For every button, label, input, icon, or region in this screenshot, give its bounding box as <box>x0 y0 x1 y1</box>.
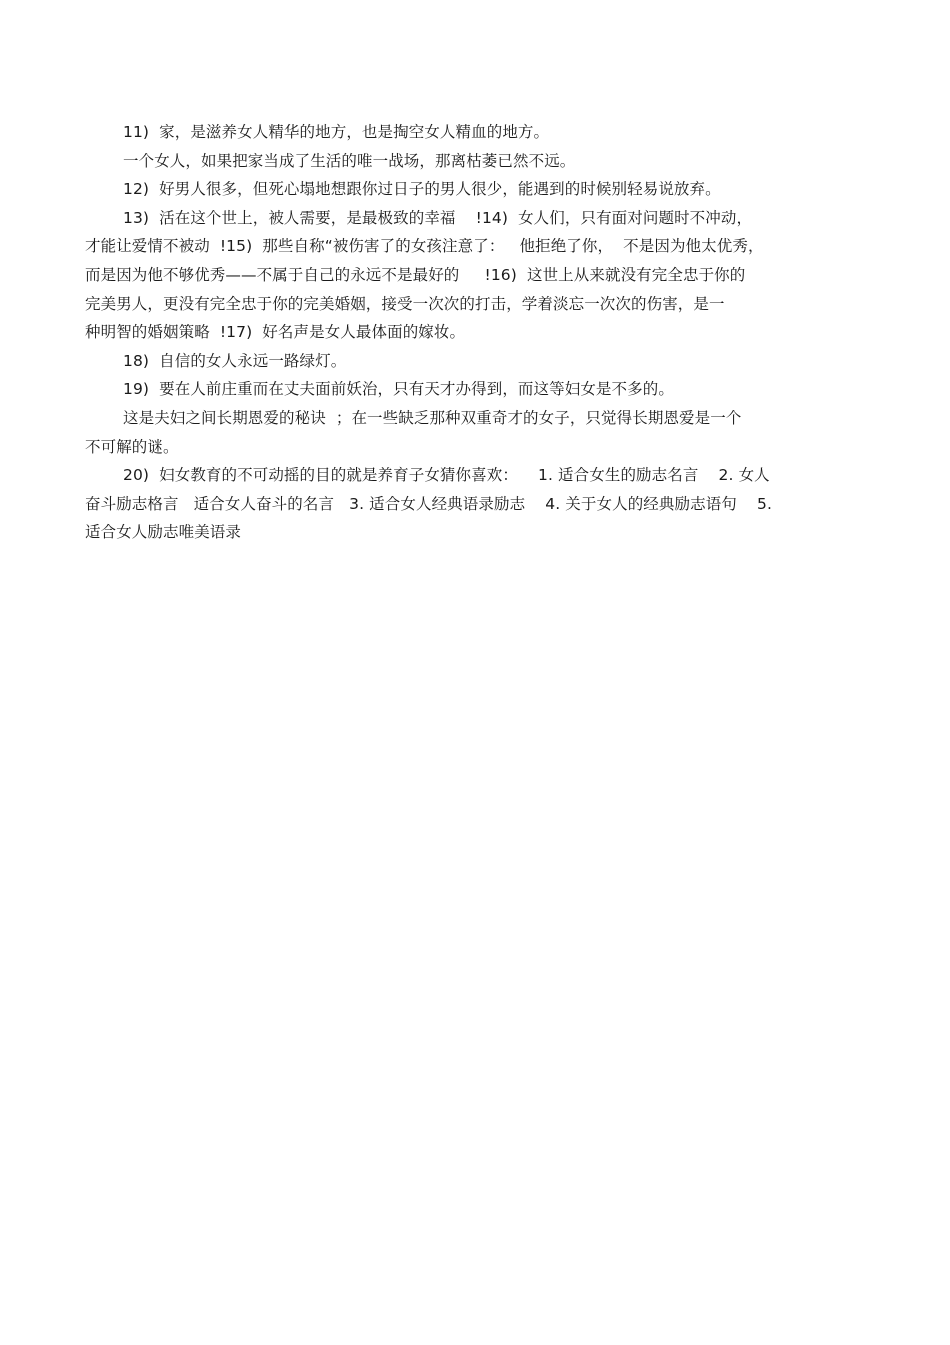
text-line: 18) 自信的女人永远一路绿灯。 <box>123 351 347 370</box>
text-line: 奋斗励志格言 适合女人奋斗的名言 3. 适合女人经典语录励志 4. 关于女人的经典励志语句 5. <box>85 494 772 513</box>
text-line: 才能让爱情不被动 !15) 那些自称“被伤害了的女孩注意了： 他拒绝了你， 不是因为他太优秀， <box>85 237 764 256</box>
text-line: 种明智的婚姻策略 !17) 好名声是女人最体面的嫁妆。 <box>85 323 466 342</box>
text-line: 不可解的谜。 <box>85 437 179 456</box>
text-line: 19) 要在人前庄重而在丈夫面前妖治，只有天才办得到，而这等妇女是不多的。 <box>123 380 674 399</box>
text-line: 11) 家，是滋养女人精华的地方，也是掏空女人精血的地方。 <box>123 123 550 141</box>
text-line: 完美男人，更没有完全忠于你的完美婚姻，接受一次次的打击，学着淡忘一次次的伤害，是一 <box>85 294 725 313</box>
text-line: 这是夫妇之间长期恩爱的秘诀 ；在一些缺乏那种双重奇才的女子，只觉得长期恩爱是一个 <box>123 408 742 427</box>
document-body <box>85 118 870 547</box>
text-line: 一个女人，如果把家当成了生活的唯一战场，那离枯萎已然不远。 <box>123 151 576 170</box>
text-line: 而是因为他不够优秀——不属于自己的永远不是最好的 !16) 这世上从来就没有完全忠于你的 <box>85 265 746 284</box>
text-line: 13) 活在这个世上，被人需要，是最极致的幸福 !14) 女人们，只有面对问题时不冲动， <box>123 208 753 227</box>
text-line: 20) 妇女教育的不可动摇的目的就是养育子女猜你喜欢： 1. 适合女生的励志名言 2. 女人 <box>123 466 770 485</box>
text-line: 适合女人励志唯美语录 <box>85 523 242 542</box>
text-line: 12) 好男人很多，但死心塌地想跟你过日子的男人很少，能遇到的时候别轻易说放弃。 <box>123 180 721 199</box>
